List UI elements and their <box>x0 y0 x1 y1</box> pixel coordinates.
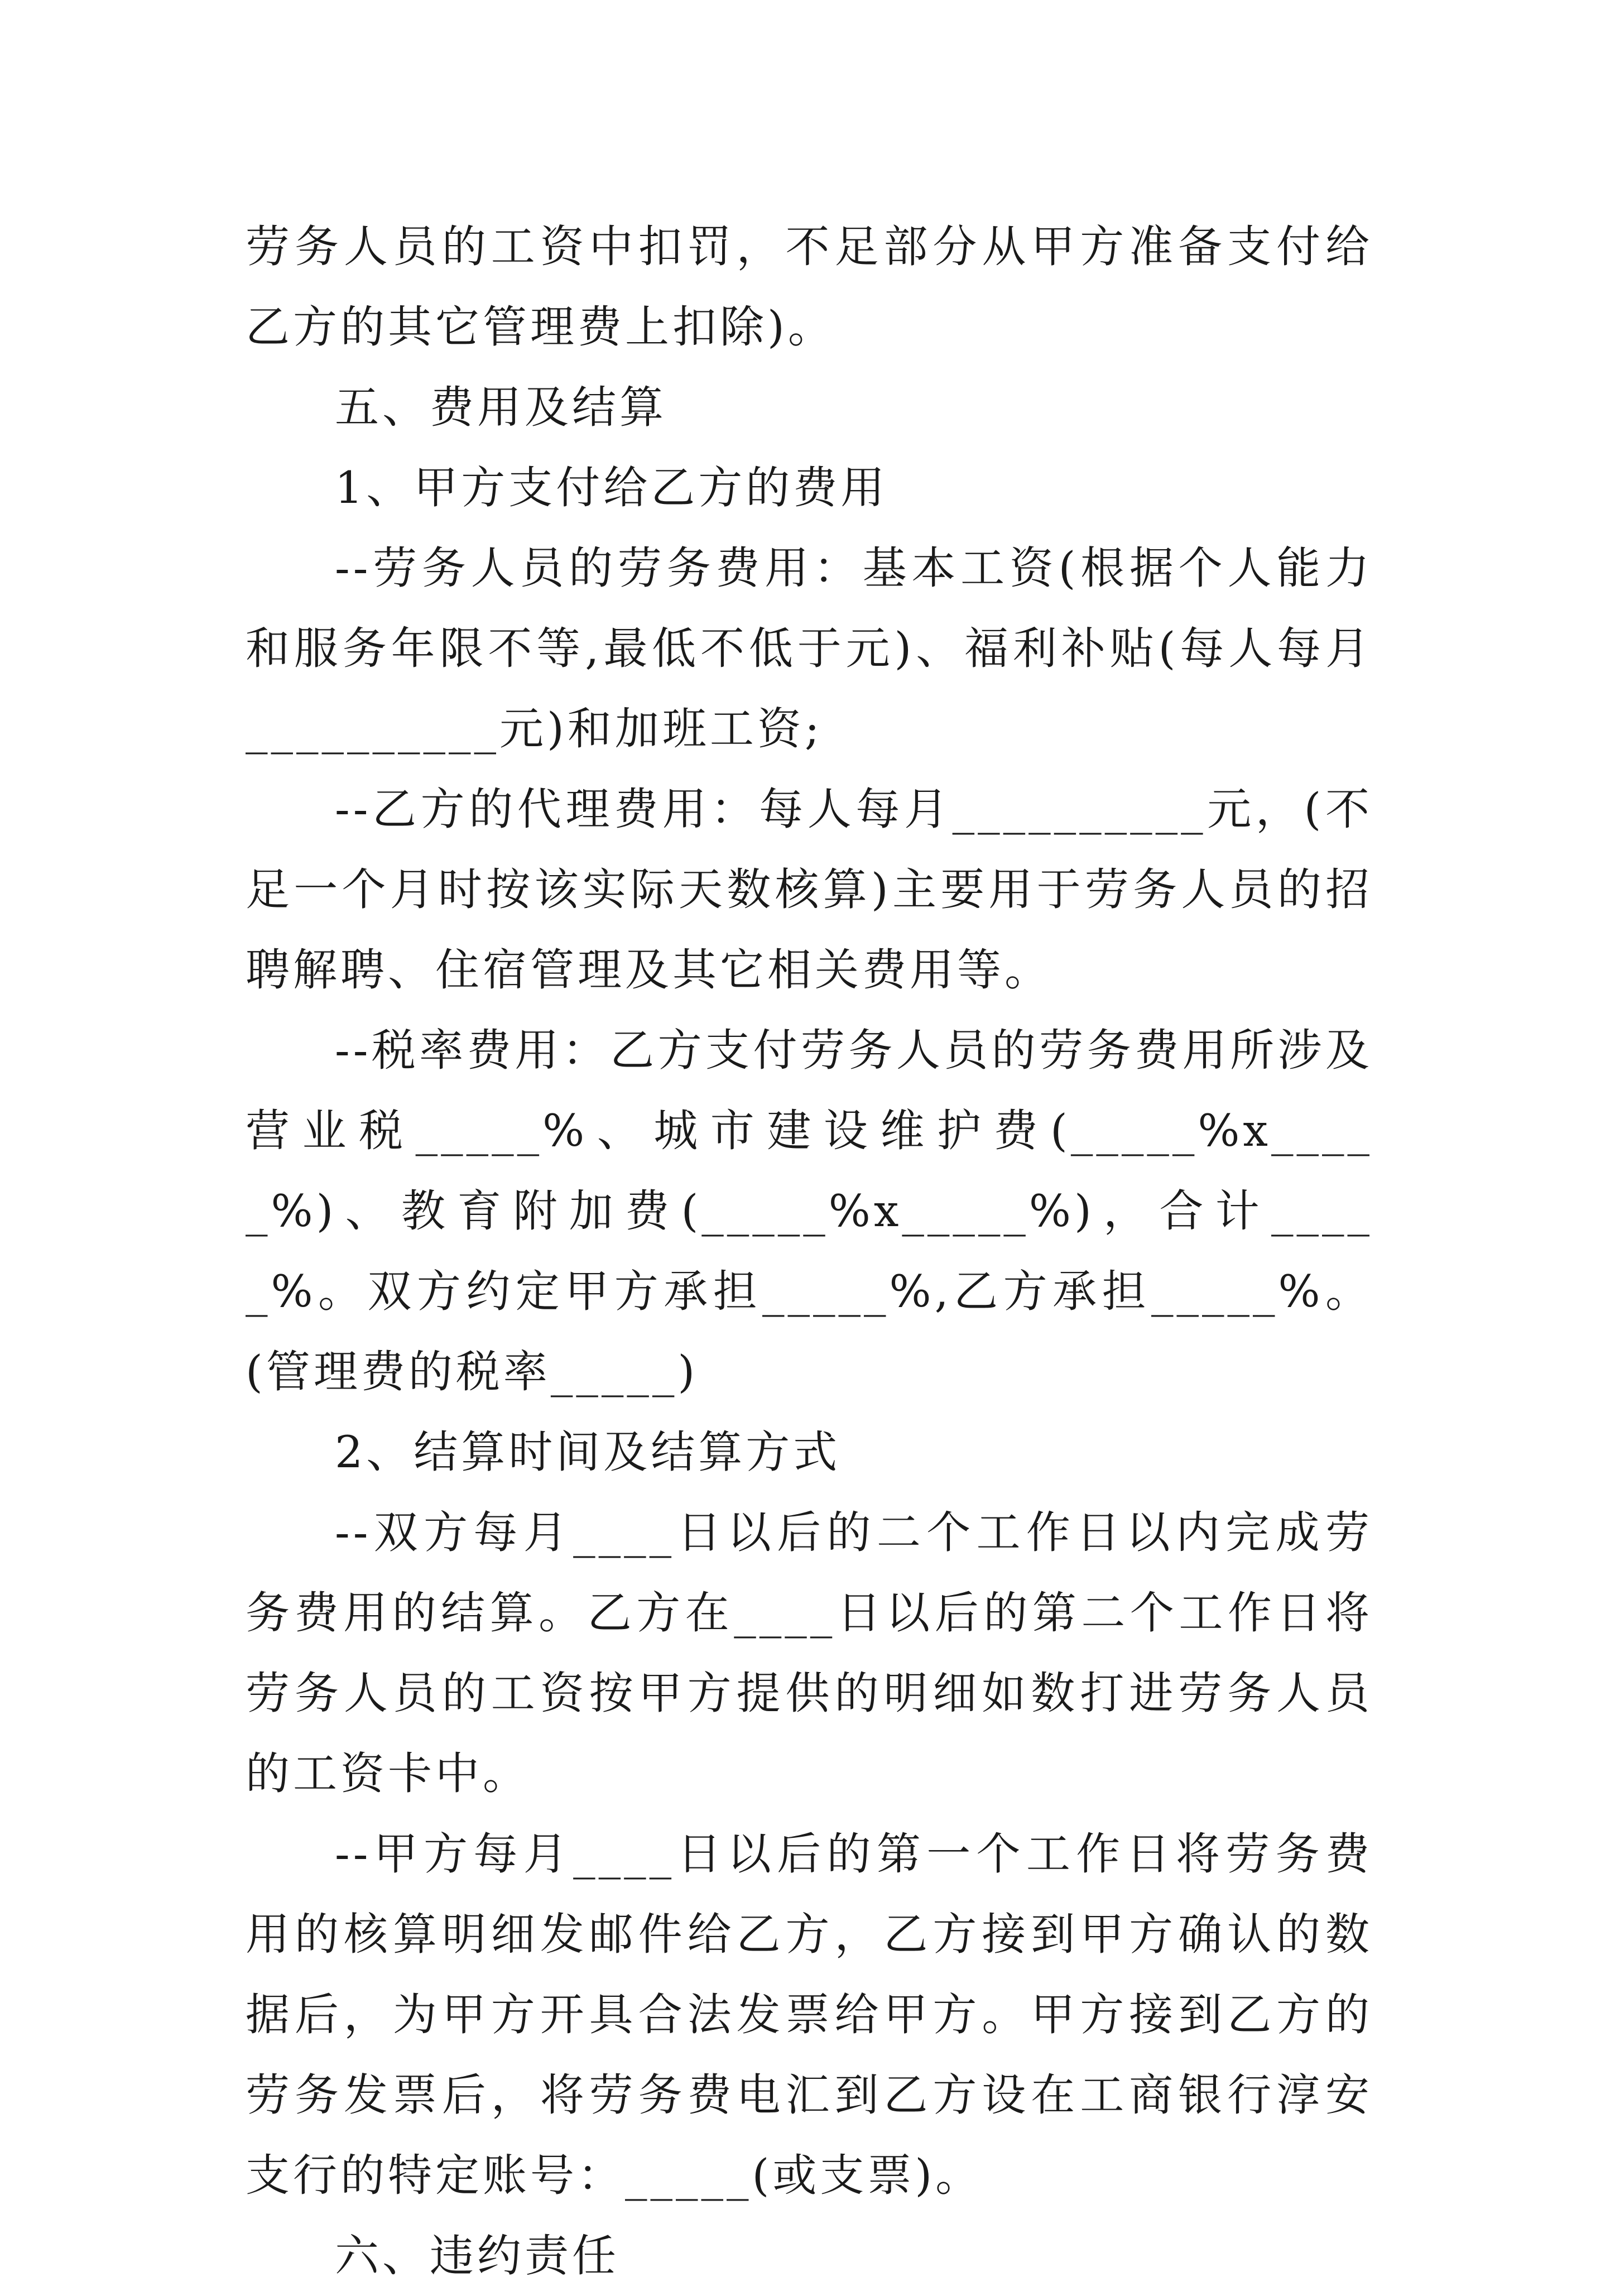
paragraph-agency-fees: --乙方的代理费用：每人每月__________元，(不足一个月时按该实际天数核算)主要用于劳务人员的招聘解聘、住宿管理及其它相关费用等。 <box>246 784 1373 996</box>
paragraph-deduction-note: 劳务人员的工资中扣罚，不足部分从甲方准备支付给乙方的其它管理费上扣除)。 <box>246 221 1373 353</box>
subheading-fees-paid: 1、甲方支付给乙方的费用 <box>335 462 888 513</box>
paragraph-labor-fees: --劳务人员的劳务费用：基本工资(根据个人能力和服务年限不等,最低不低于元)、福利补贴(每人每月__________元)和加班工资; <box>246 542 1373 755</box>
paragraph-tax-fees: --税率费用：乙方支付劳务人员的劳务费用所涉及营业税_____%、城市建设维护费(_____%x_____%)、教育附加费(_____%x_____%)，合计_____%。双方约定甲方承担_____%,乙方承担_____%。(管理费的税率_____) <box>246 1025 1373 1397</box>
section-heading-fees-settlement: 五、费用及结算 <box>335 382 667 433</box>
paragraph-settlement-schedule: --双方每月____日以后的二个工作日以内完成劳务费用的结算。乙方在____日以后的第二个工作日将劳务人员的工资按甲方提供的明细如数打进劳务人员的工资卡中。 <box>246 1507 1373 1799</box>
document-body <box>246 206 1373 2296</box>
paragraph-invoice-payment: --甲方每月____日以后的第一个工作日将劳务费用的核算明细发邮件给乙方，乙方接到甲方确认的数据后，为甲方开具合法发票给甲方。甲方接到乙方的劳务发票后，将劳务费电汇到乙方设在工商银行淳安支行的特定账号：_____(或支票)。 <box>246 1828 1373 2201</box>
section-heading-breach-liability: 六、违约责任 <box>335 2230 619 2281</box>
subheading-settlement-method: 2、结算时间及结算方式 <box>335 1426 841 1478</box>
